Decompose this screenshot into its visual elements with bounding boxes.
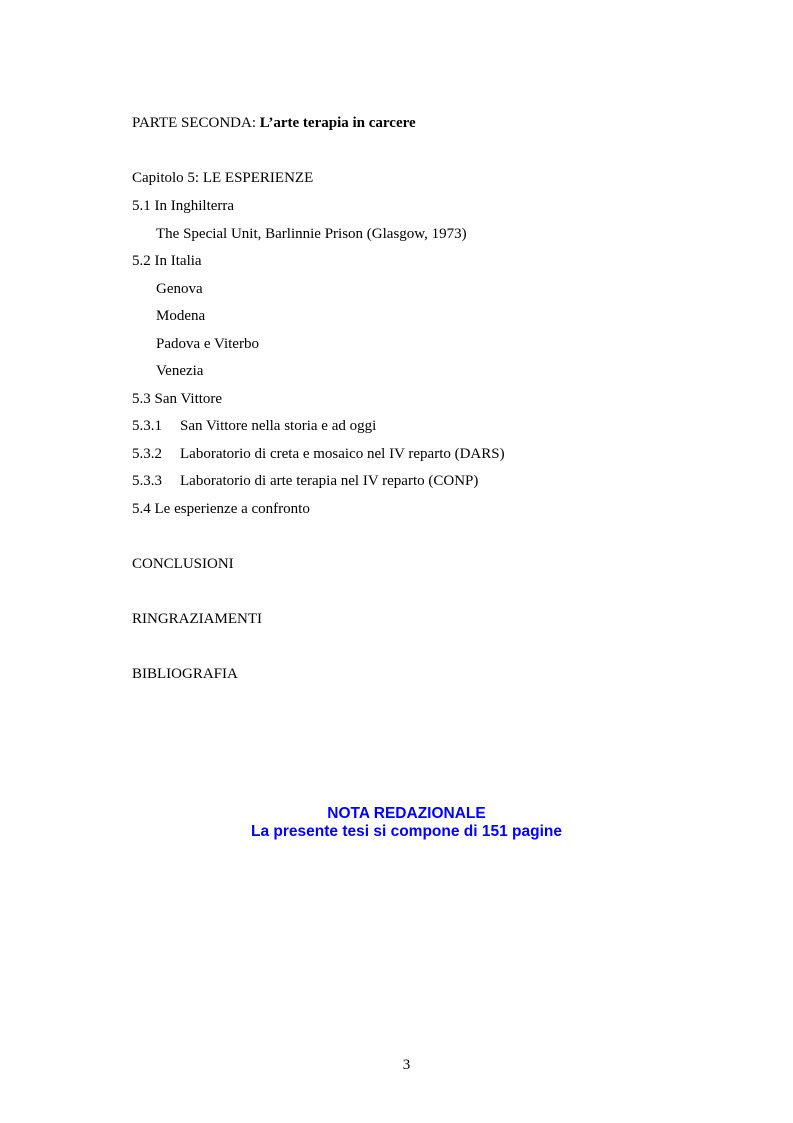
- editorial-note-text: La presente tesi si compone di 151 pagine: [251, 823, 562, 840]
- chapter-heading: Capitolo 5: LE ESPERIENZE: [132, 170, 314, 186]
- toc-title: Laboratorio di creta e mosaico nel IV reparto (DARS): [180, 446, 505, 462]
- toc-subentry-genova: Genova: [156, 281, 203, 297]
- toc-number: 5.3.3: [132, 473, 162, 489]
- toc-number: 5.3.2: [132, 446, 162, 462]
- toc-entry-5-3-1: [132, 416, 376, 436]
- page-number: 3: [402, 1057, 411, 1073]
- toc-entry-5-3-3: [132, 471, 478, 491]
- toc-ringraziamenti: RINGRAZIAMENTI: [132, 611, 262, 627]
- part-heading: [132, 113, 416, 133]
- toc-title: San Vittore nella storia e ad oggi: [180, 418, 377, 434]
- toc-entry-5-1: 5.1 In Inghilterra: [132, 198, 235, 214]
- editorial-note-title: NOTA REDAZIONALE: [327, 805, 486, 822]
- toc-entry-5-2: 5.2 In Italia: [132, 253, 202, 269]
- part-title: L’arte terapia in carcere: [259, 115, 416, 131]
- toc-entry-5-3: 5.3 San Vittore: [132, 391, 223, 407]
- toc-number: 5.3.1: [132, 418, 162, 434]
- toc-subentry-barlinnie: The Special Unit, Barlinnie Prison (Glasgow, 1973): [156, 226, 467, 242]
- toc-subentry-modena: Modena: [156, 308, 206, 324]
- toc-entry-5-3-2: [132, 444, 505, 464]
- part-prefix: PARTE SECONDA:: [132, 115, 260, 131]
- toc-bibliografia: BIBLIOGRAFIA: [132, 666, 238, 682]
- toc-subentry-padova-viterbo: Padova e Viterbo: [156, 336, 259, 352]
- toc-subentry-venezia: Venezia: [156, 363, 204, 379]
- toc-conclusioni: CONCLUSIONI: [132, 556, 234, 572]
- toc-title: Laboratorio di arte terapia nel IV reparto (CONP): [180, 473, 479, 489]
- toc-entry-5-4: 5.4 Le esperienze a confronto: [132, 501, 310, 517]
